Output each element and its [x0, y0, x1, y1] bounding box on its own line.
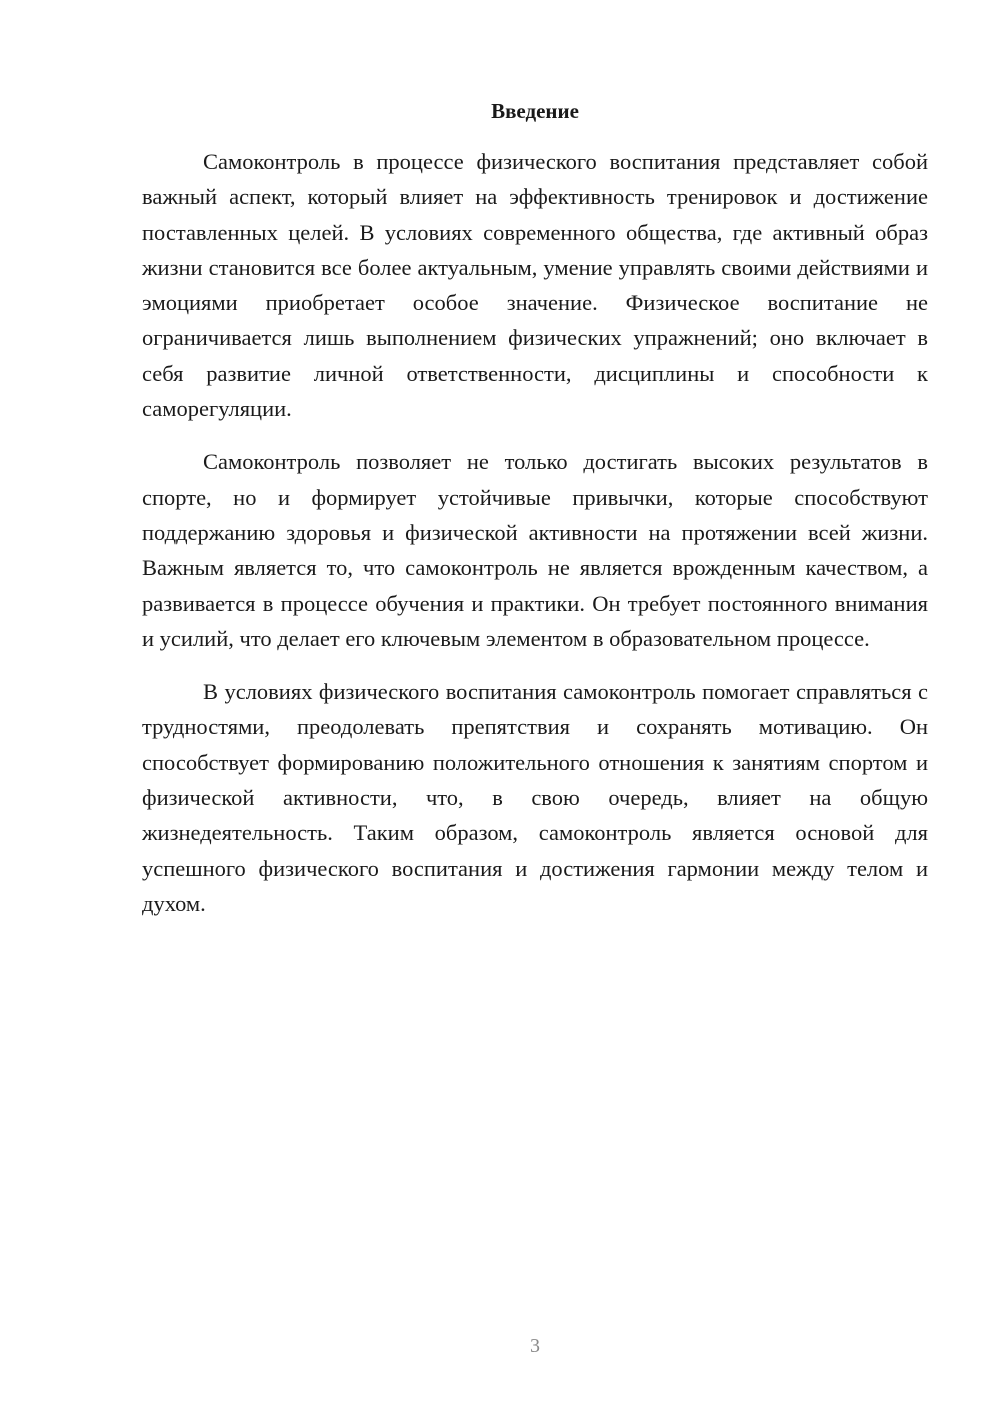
page-title: Введение — [491, 99, 579, 123]
paragraph-3: В условиях физического воспитания самоконтроль помогает справляться с трудностями, преодолевать препятствия и сохранять мотивацию. Он способствует формированию положительного отношения к занятиям спортом и физической активности, что, в свою очередь, влияет на общую жизнедеятельность. Таким образом, самоконтроль является основой для успешного физического воспитания и достижения гармонии между телом и духом. — [142, 679, 928, 916]
page-number: 3 — [530, 1335, 540, 1357]
document-body — [142, 144, 928, 939]
paragraph-1: Самоконтроль в процессе физического воспитания представляет собой важный аспект, который влияет на эффективность тренировок и достижение поставленных целей. В условиях современного общества, где активный образ жизни становится все более актуальным, умение управлять своими действиями и эмоциями приобретает особое значение. Физическое воспитание не ограничивается лишь выполнением физических упражнений; оно включает в себя развитие личной ответственности, дисциплины и способности к саморегуляции. — [142, 149, 928, 422]
paragraph-2: Самоконтроль позволяет не только достигать высоких результатов в спорте, но и формирует устойчивые привычки, которые способствуют поддержанию здоровья и физической активности на протяжении всей жизни. Важным является то, что самоконтроль не является врожденным качеством, а развивается в процессе обучения и практики. Он требует постоянного внимания и усилий, что делает его ключевым элементом в образовательном процессе. — [142, 449, 928, 651]
